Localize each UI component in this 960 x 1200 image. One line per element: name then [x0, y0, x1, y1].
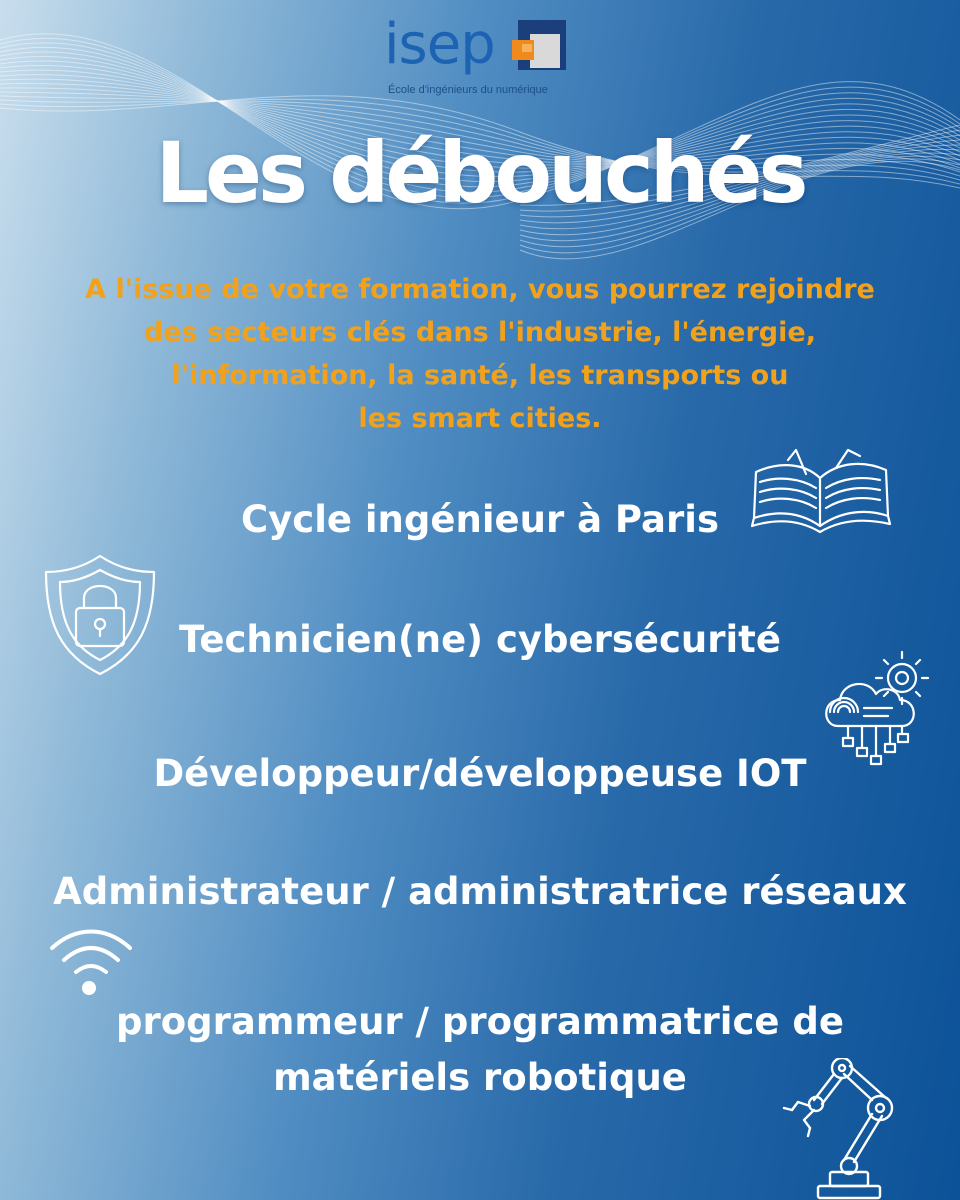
intro-line: l'information, la santé, les transports ou [171, 360, 789, 391]
job-item-reseaux [0, 864, 960, 920]
job-label: Cycle ingénieur à Paris [241, 498, 719, 541]
job-label: Technicien(ne) cybersécurité [179, 618, 781, 661]
logo-squares-mark [508, 18, 572, 78]
logo-tagline: École d'ingénieurs du numérique [388, 84, 548, 96]
isep-logo[interactable] [384, 14, 584, 104]
job-label: matériels robotique [273, 1056, 687, 1099]
intro-line: des secteurs clés dans l'industrie, l'énergie, [144, 317, 816, 348]
logo-wordmark: isep [384, 12, 495, 77]
page-title: Les débouchés [155, 124, 805, 222]
job-label: Administrateur / administratrice réseaux [53, 870, 907, 913]
intro-paragraph [30, 268, 930, 440]
job-label: programmeur / programmatrice de [116, 1000, 844, 1043]
robot-arm-icon [778, 1058, 908, 1200]
cloud-iot-icon [818, 648, 938, 772]
intro-line: les smart cities. [358, 403, 602, 434]
job-item-iot [0, 746, 960, 802]
wifi-icon [46, 924, 136, 998]
job-label: Développeur/développeuse IOT [153, 752, 807, 795]
intro-line: A l'issue de votre formation, vous pourrez rejoindre [85, 274, 875, 305]
shield-lock-icon [40, 552, 160, 678]
open-book-icon [748, 448, 894, 534]
